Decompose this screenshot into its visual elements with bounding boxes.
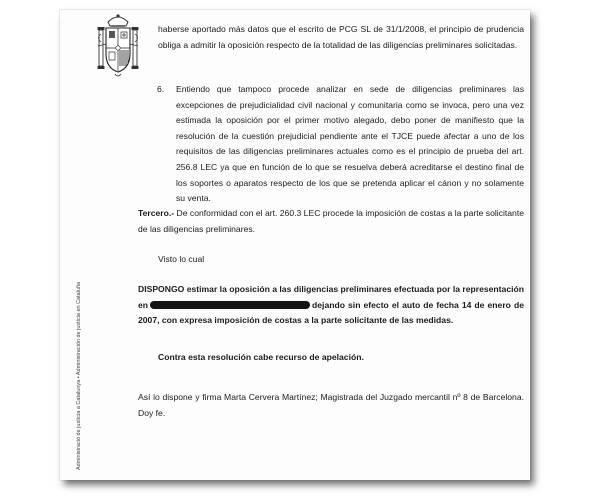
document-page	[60, 10, 530, 480]
recurso-line: Contra esta resolución cabe recurso de apelación.	[158, 352, 364, 362]
tercero-label: Tercero.-	[138, 208, 175, 218]
visto-lo-cual: Visto lo cual	[158, 254, 205, 264]
redaction-bar	[150, 301, 310, 309]
tercero-text: De conformidad con el art. 260.3 LEC procede la imposición de costas a la parte solicitante de las diligencias preliminares.	[138, 208, 524, 234]
item-number: 6.	[157, 84, 165, 94]
coat-of-arms-icon	[96, 12, 140, 82]
dispongo-text-start: DISPONGO estimar la oposición a las diligencias preliminares efectuada por la representación en	[138, 284, 524, 310]
paragraph-item-6: Entiendo que tampoco procede analizar en sede de diligencias preliminares las excepciones de prejudicialidad civil nacional y comunitaria como se invoca, pero una vez estimada la oposición por el primer motivo alegado, debo poner de manifiesto que la resolución de la cuestión prejudicial pendiente ante el TJCE puede afectar a uno de los requisitos de las diligencias preliminares actuales como es el principio de prueba del art. 256.8 LEC ya que en función de lo que se resuelva deberá acreditarse el destino final de los soportes o aparatos respecto de los que se pretenda aplicar el cánon y no solamente su venta.	[176, 84, 524, 204]
firma-paragraph: Así lo dispone y firma Marta Cervera Martínez; Magistrada del Juzgado mercantil nº 8 de Barcelona. Doy fe.	[138, 392, 524, 418]
dispongo-text-end: dejando sin efecto el auto de fecha 14 de enero de 2007, con expresa imposición de costas a la parte solicitante de las medidas.	[138, 299, 524, 326]
paragraph-continuation: haberse aportado más datos que el escrito de PCG SL de 31/1/2008, el principio de prudencia obliga a admitir la oposición respecto de la totalidad de las diligencias preliminares solicitadas.	[158, 24, 524, 50]
paragraph-tercero	[138, 206, 524, 237]
dispongo-paragraph	[138, 282, 524, 329]
vertical-side-note: Administració de justícia a Catalunya • Administración de justicia en Cataluña	[76, 281, 82, 470]
